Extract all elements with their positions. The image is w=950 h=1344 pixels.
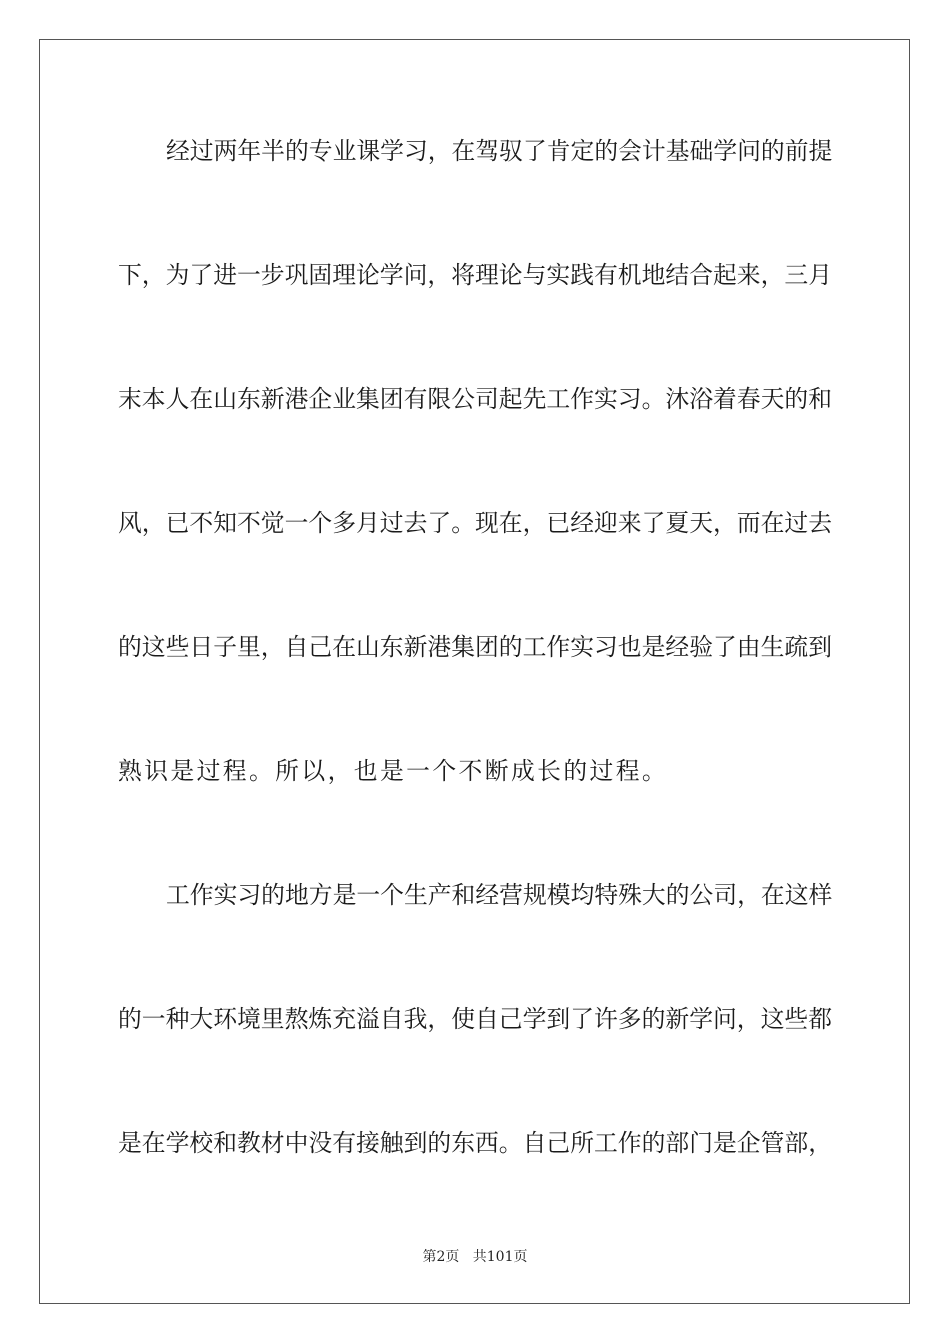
paragraph-2-line-3: 是在学校和教材中没有接触到的东西。自己所工作的部门是企管部， (118, 1129, 832, 1157)
page-number: 第2页 (422, 1249, 460, 1265)
page-total: 共101页 (472, 1249, 528, 1265)
paragraph-2-line-1: 工作实习的地方是一个生产和经营规模均特殊大的公司，在这样 (166, 881, 833, 909)
paragraph-1-line-2: 下，为了进一步巩固理论学问，将理论与实践有机地结合起来，三月 (118, 261, 832, 289)
paragraph-2-line-2: 的一种大环境里熬炼充溢自我，使自己学到了许多的新学问，这些都 (118, 1005, 832, 1033)
paragraph-1-line-6: 熟识是过程。所以，也是一个不断成长的过程。 (118, 757, 669, 785)
paragraph-1-line-5: 的这些日子里，自己在山东新港集团的工作实习也是经验了由生疏到 (118, 633, 832, 661)
page-footer (0, 1248, 950, 1266)
paragraph-1-line-3: 末本人在山东新港企业集团有限公司起先工作实习。沐浴着春天的和 (118, 385, 832, 413)
paragraph-1-line-1: 经过两年半的专业课学习，在驾驭了肯定的会计基础学问的前提 (166, 137, 833, 165)
page-border (39, 39, 910, 1304)
paragraph-1-line-4: 风，已不知不觉一个多月过去了。现在，已经迎来了夏天，而在过去 (118, 509, 832, 537)
